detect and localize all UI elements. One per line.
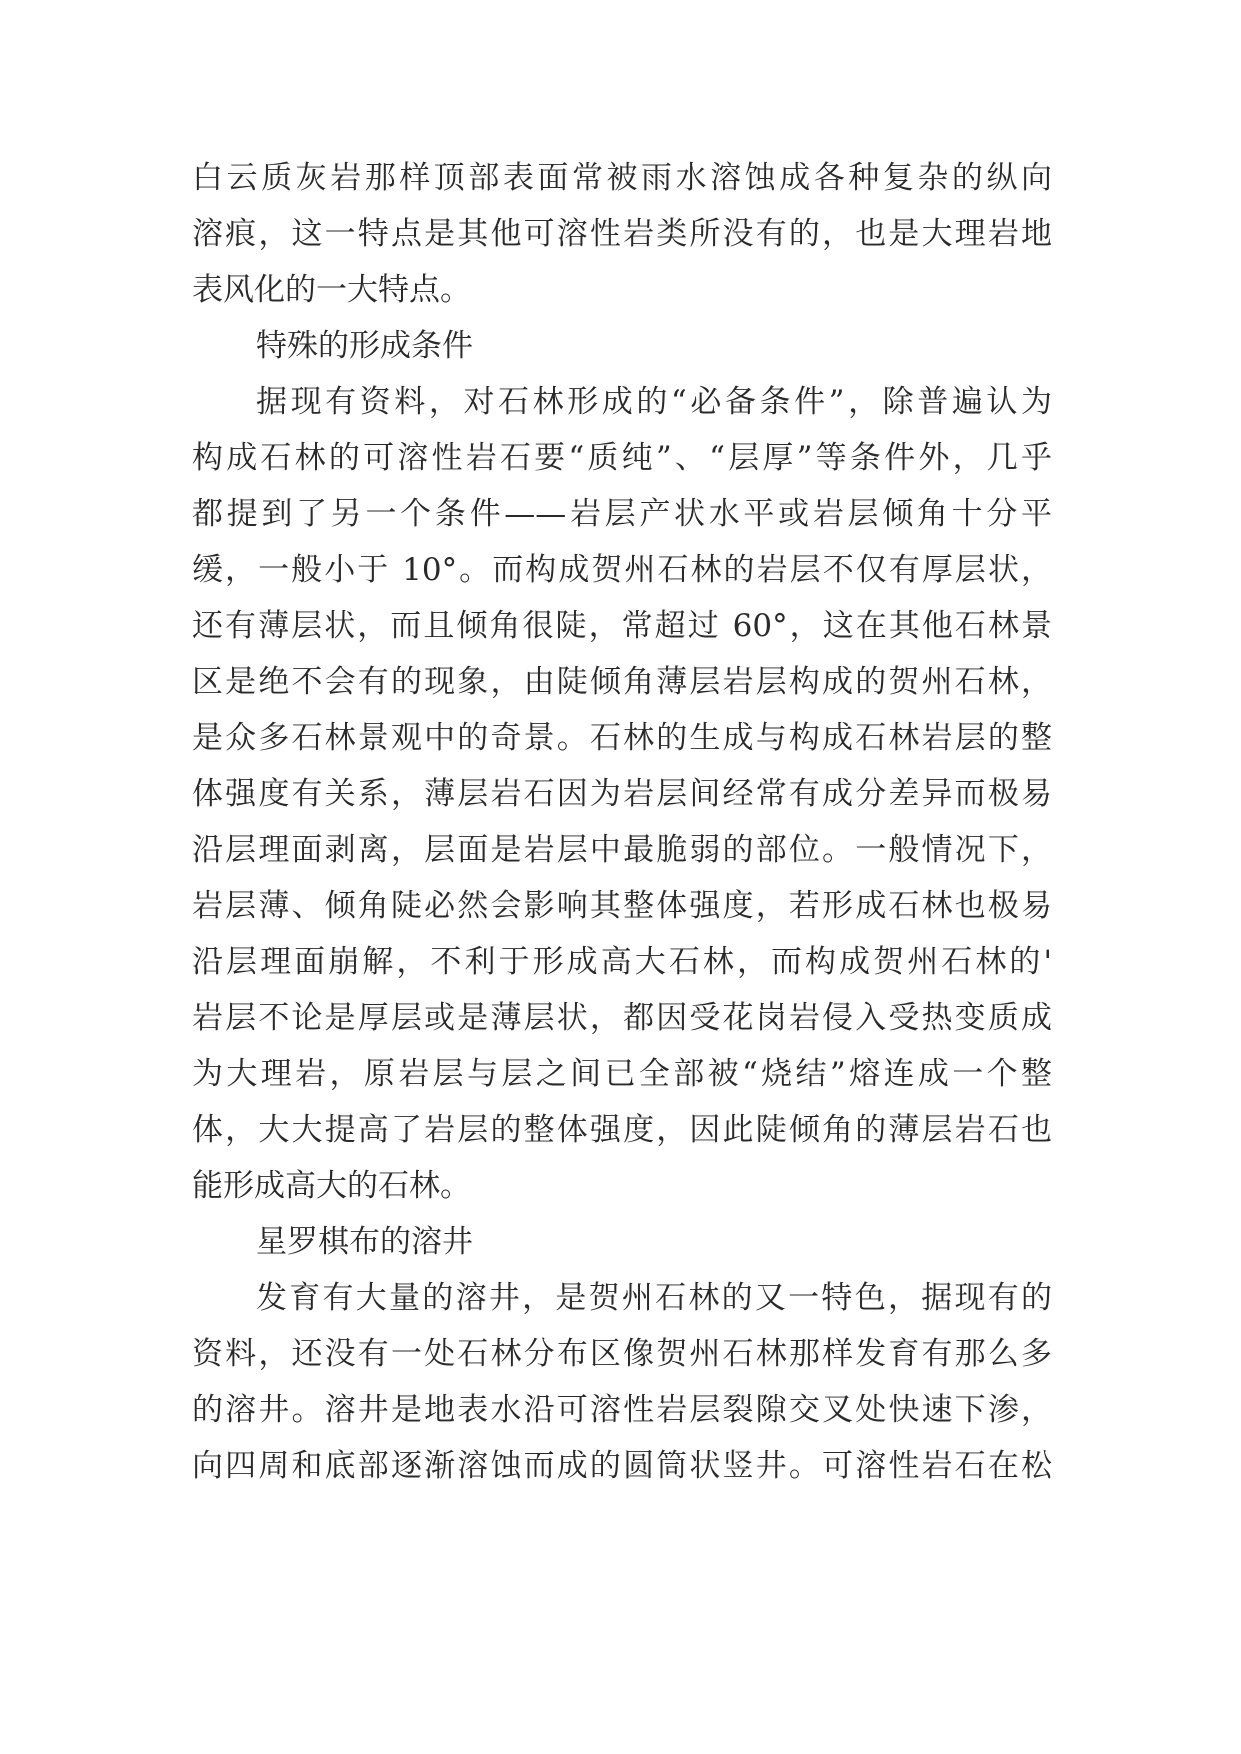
body-text-line: 发育有大量的溶井，是贺州石林的又一特色，据现有的 <box>256 1280 1052 1316</box>
body-text-line: 缓，一般小于 10°。而构成贺州石林的岩层不仅有厚层状， <box>192 552 1052 588</box>
body-text-line: 向四周和底部逐渐溶蚀而成的圆筒状竖井。可溶性岩石在松 <box>192 1448 1052 1484</box>
body-text-line: 区是绝不会有的现象，由陡倾角薄层岩层构成的贺州石林， <box>192 664 1052 700</box>
body-text-line: 都提到了另一个条件——岩层产状水平或岩层倾角十分平 <box>192 496 1052 532</box>
section-heading: 特殊的形成条件 <box>256 328 473 364</box>
body-text-line: 的溶井。溶井是地表水沿可溶性岩层裂隙交叉处快速下渗， <box>192 1392 1052 1428</box>
body-text-line: 沿层理面崩解，不利于形成高大石林，而构成贺州石林的' <box>192 944 1052 980</box>
body-text-line: 构成石林的可溶性岩石要“质纯”、“层厚”等条件外，几乎 <box>192 440 1052 476</box>
body-text-line: 白云质灰岩那样顶部表面常被雨水溶蚀成各种复杂的纵向 <box>192 160 1052 196</box>
body-text-line: 是众多石林景观中的奇景。石林的生成与构成石林岩层的整 <box>192 720 1052 756</box>
body-text-line: 体强度有关系，薄层岩石因为岩层间经常有成分差异而极易 <box>192 776 1052 812</box>
body-text-line: 据现有资料，对石林形成的“必备条件”，除普遍认为 <box>256 384 1052 420</box>
body-text-line: 能形成高大的石林。 <box>192 1168 471 1204</box>
body-text-line: 岩层薄、倾角陡必然会影响其整体强度，若形成石林也极易 <box>192 888 1052 924</box>
section-heading: 星罗棋布的溶井 <box>256 1224 473 1260</box>
body-text-line: 溶痕，这一特点是其他可溶性岩类所没有的，也是大理岩地 <box>192 216 1052 252</box>
body-text-line: 沿层理面剥离，层面是岩层中最脆弱的部位。一般情况下， <box>192 832 1052 868</box>
body-text-line: 表风化的一大特点。 <box>192 272 471 308</box>
body-text-line: 为大理岩，原岩层与层之间已全部被“烧结”熔连成一个整 <box>192 1056 1052 1092</box>
body-text-line: 岩层不论是厚层或是薄层状，都因受花岗岩侵入受热变质成 <box>192 1000 1052 1036</box>
body-text-line: 还有薄层状，而且倾角很陡，常超过 60°，这在其他石林景 <box>192 608 1052 644</box>
body-text-line: 资料，还没有一处石林分布区像贺州石林那样发育有那么多 <box>192 1336 1052 1372</box>
body-text-line: 体，大大提高了岩层的整体强度，因此陡倾角的薄层岩石也 <box>192 1112 1052 1148</box>
